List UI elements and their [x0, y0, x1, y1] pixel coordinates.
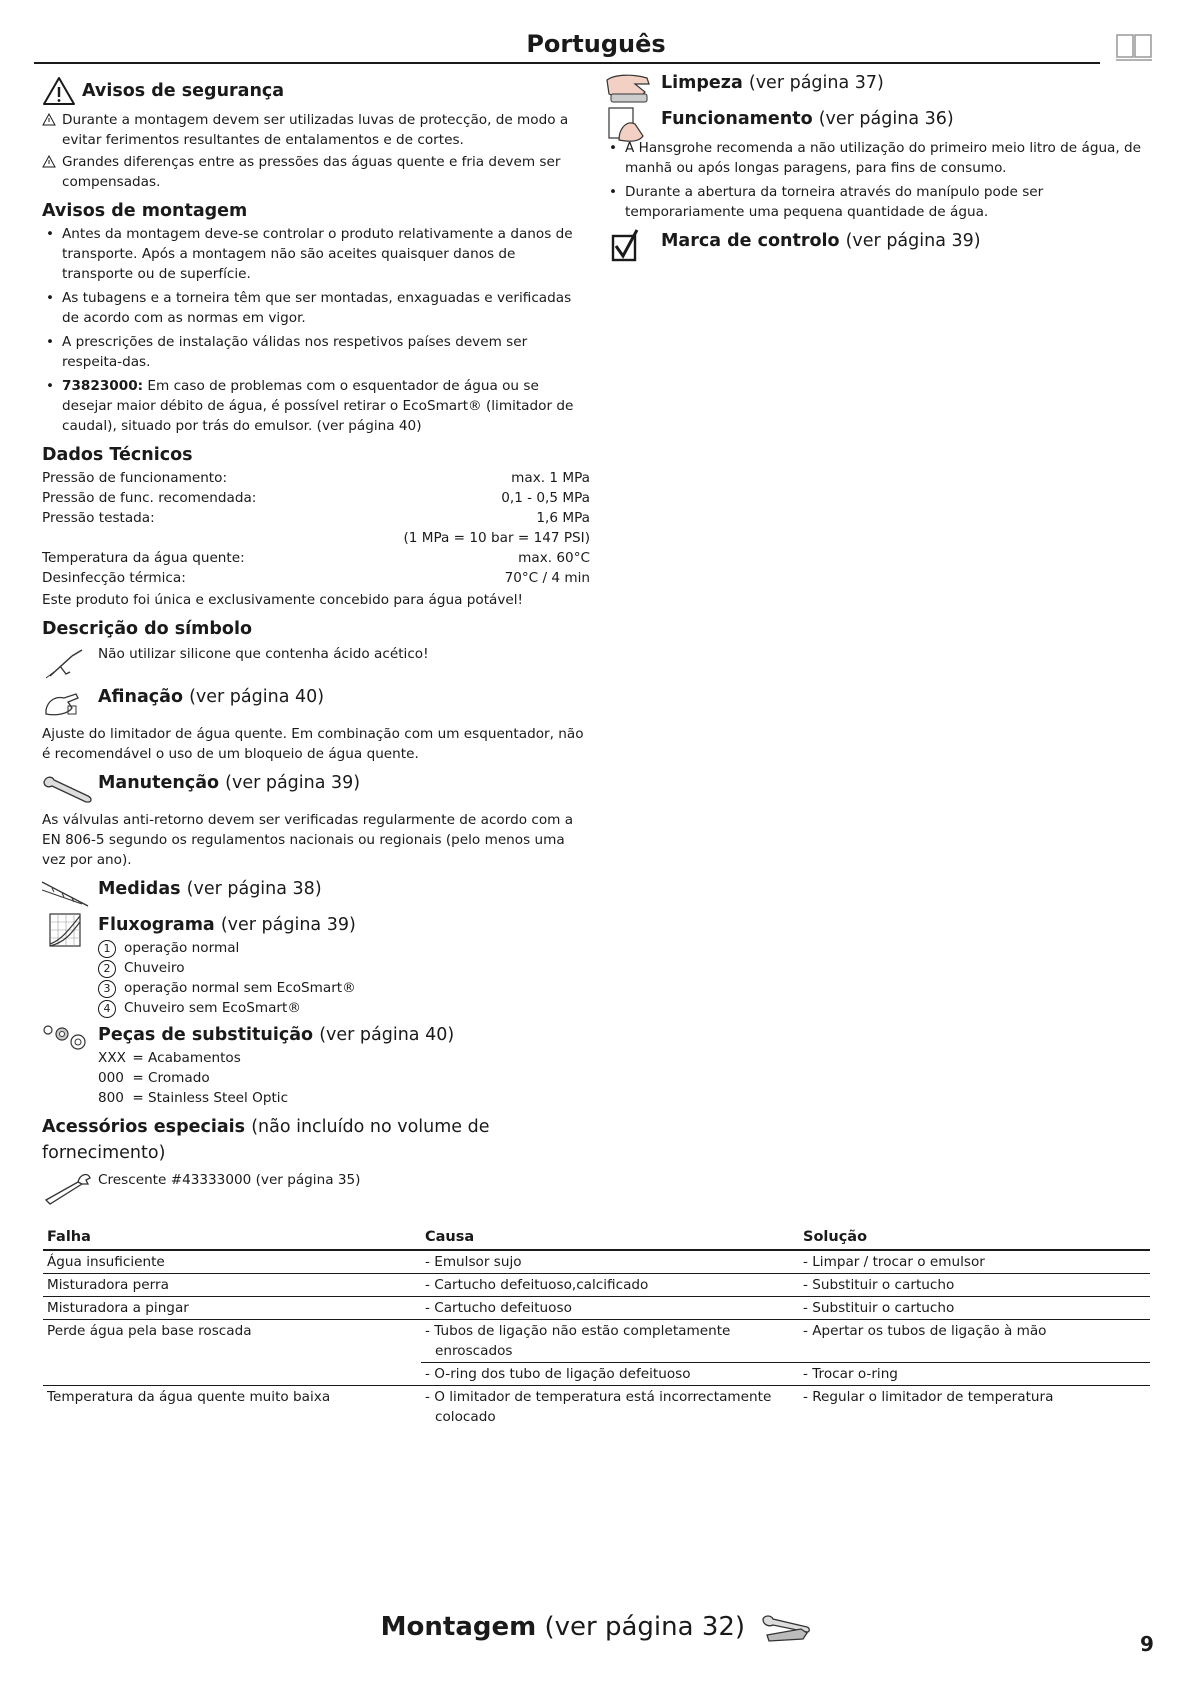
list-item: • Antes da montagem deve-se controlar o produto relativamente a danos de transporte. Após a montagem não são aceites quaisquer danos de transporte ou de superfície. [42, 224, 590, 284]
title-rule [34, 62, 1100, 64]
spec-value: 0,1 - 0,5 MPa [501, 490, 590, 506]
table-cell [421, 1274, 799, 1297]
manutencao-ref: (ver página 39) [225, 773, 361, 793]
spec-label: Desinfecção térmica: [42, 570, 186, 586]
column-header: Falha [43, 1225, 421, 1250]
table-cell: Misturadora a pingar [43, 1297, 421, 1320]
table-row [43, 1320, 1150, 1363]
safety-item [42, 110, 590, 150]
marca-title [661, 228, 1155, 254]
symbols-title: Descrição do símbolo [42, 619, 252, 639]
medidas-ref: (ver página 38) [186, 879, 322, 899]
table-row [43, 1297, 1150, 1320]
table-header-row [43, 1225, 1150, 1250]
safety-text: Durante a montagem devem ser utilizadas luvas de protecção, de modo a evitar ferimentos resultantes de entalamentos e de cortes. [62, 112, 569, 148]
warning-icon [42, 113, 56, 126]
spec-value: max. 60°C [518, 550, 590, 566]
acessorios-ref: (não incluído no volume de fornecimento) [42, 1117, 490, 1163]
right-column [605, 70, 1155, 264]
table-cell [421, 1363, 799, 1386]
adjustment-hand-icon [42, 684, 98, 720]
limpeza-ref: (ver página 37) [748, 73, 884, 93]
list-item-text: Em caso de problemas com o esquentador de água ou se desejar maior débito de água, é possível retirar o EcoSmart® (limitador de caudal), situado por trás do emulsor. (ver página 40) [62, 378, 574, 434]
acessorios-title [42, 1114, 590, 1166]
wrench-icon [42, 770, 98, 806]
list-item: 800 = Stainless Steel Optic [98, 1090, 289, 1106]
afinacao-text: Ajuste do limitador de água quente. Em combinação com um esquentador, não é recomendável o uso de um bloqueio de água quente. [42, 726, 584, 762]
item-text: Chuveiro sem EcoSmart® [124, 1000, 301, 1016]
manutencao-label: Manutenção [98, 773, 220, 793]
flowchart-icon [42, 912, 98, 948]
cell-text: - O-ring dos tubo de ligação defeituoso [425, 1366, 691, 1382]
item-number: 2 [98, 960, 116, 978]
warning-icon [42, 155, 56, 168]
limpeza-title [661, 70, 1155, 96]
table-cell: Perde água pela base roscada [47, 1323, 252, 1339]
spare-parts-icon [42, 1022, 98, 1058]
checkmark-icon [605, 228, 661, 264]
item-number: 3 [98, 980, 116, 998]
tech-note: Este produto foi única e exclusivamente concebido para água potável! [42, 592, 523, 608]
acessorios-label: Acessórios especiais [42, 1117, 246, 1137]
table-cell: Misturadora perra [43, 1274, 421, 1297]
cell-text: - Emulsor sujo [425, 1254, 522, 1270]
ruler-icon [42, 876, 98, 912]
assembly-notes-title: Avisos de montagem [42, 201, 248, 221]
list-item [98, 998, 590, 1018]
page-title: Português [526, 30, 666, 58]
spec-row [42, 488, 590, 508]
list-item [98, 938, 590, 958]
spec-label: Pressão de funcionamento: [42, 470, 228, 486]
item-text: operação normal sem EcoSmart® [124, 980, 356, 996]
acessorios-item: Crescente #43333000 (ver página 35) [98, 1172, 361, 1188]
montagem-ref: (ver página 32) [544, 1612, 746, 1642]
table-cell: - Limpar / trocar o emulsor [799, 1250, 1150, 1274]
adjustable-wrench-icon [42, 1170, 98, 1206]
limpeza-label: Limpeza [661, 73, 743, 93]
funcionamento-title [661, 106, 1155, 132]
safety-title: Avisos de segurança [82, 81, 285, 101]
pecas-title [98, 1022, 590, 1048]
safety-item [42, 152, 590, 192]
table-row [43, 1274, 1150, 1297]
table-cell [43, 1363, 421, 1386]
table-cell [421, 1386, 799, 1429]
cell-text: - Cartucho defeituoso,calcificado [425, 1277, 649, 1293]
table-row [43, 1386, 1150, 1429]
page-number: 9 [1140, 1632, 1154, 1656]
marca-label: Marca de controlo [661, 231, 840, 251]
manutencao-title [98, 770, 590, 796]
silicone-gun-icon [42, 644, 98, 680]
part-text: Cromado [148, 1070, 210, 1086]
table-cell [421, 1320, 799, 1363]
marca-ref: (ver página 39) [845, 231, 981, 251]
item-number: 1 [98, 940, 116, 958]
spec-row [42, 548, 590, 568]
list-item [42, 376, 590, 436]
table-cell: Água insuficiente [43, 1250, 421, 1274]
part-text: Stainless Steel Optic [148, 1090, 289, 1106]
item-number: 4 [98, 1000, 116, 1018]
tools-icon [761, 1613, 811, 1643]
table-row [43, 1363, 1150, 1386]
list-item: 000 = Cromado [98, 1070, 210, 1086]
list-item: XXX = Acabamentos [98, 1050, 241, 1066]
montagem-label: Montagem [380, 1612, 537, 1642]
part-code: 800 [98, 1090, 124, 1106]
cell-text: - Tubos de ligação não estão completamente enroscados [425, 1323, 731, 1359]
table-cell: - Apertar os tubos de ligação à mão [799, 1320, 1150, 1363]
fluxograma-label: Fluxograma [98, 915, 215, 935]
list-item: • Durante a abertura da torneira através do manípulo pode ser temporariamente uma pequena quantidade de água. [605, 182, 1155, 222]
spec-row [42, 468, 590, 488]
spec-row [42, 528, 590, 548]
safety-heading [42, 74, 590, 108]
list-item [98, 978, 590, 998]
medidas-title [98, 876, 590, 902]
column-header: Causa [421, 1225, 799, 1250]
tech-title: Dados Técnicos [42, 445, 193, 465]
table-cell [421, 1297, 799, 1320]
table-cell: - Substituir o cartucho [799, 1297, 1150, 1320]
funcionamento-label: Funcionamento [661, 109, 813, 129]
manutencao-text: As válvulas anti-retorno devem ser verificadas regularmente de acordo com a EN 806-5 segundo os regulamentos nacionais ou regionais (pelo menos uma vez por ano). [42, 812, 574, 868]
list-item [98, 958, 590, 978]
warning-icon [42, 76, 76, 106]
fluxograma-ref: (ver página 39) [220, 915, 356, 935]
pecas-ref: (ver página 40) [319, 1025, 455, 1045]
spec-label: Pressão de func. recomendada: [42, 490, 257, 506]
part-text: Acabamentos [148, 1050, 241, 1066]
fluxograma-title [98, 912, 590, 938]
table-cell: - Trocar o-ring [799, 1363, 1150, 1386]
table-cell: - Regular o limitador de temperatura [803, 1389, 1054, 1405]
spec-value: 1,6 MPa [536, 510, 590, 526]
operation-hand-icon [605, 106, 661, 142]
item-text: Chuveiro [124, 960, 185, 976]
part-code: 000 [98, 1070, 124, 1086]
cell-text: - Cartucho defeituoso [425, 1300, 572, 1316]
afinacao-ref: (ver página 40) [189, 687, 325, 707]
spec-value: 70°C / 4 min [504, 570, 590, 586]
list-item: • A Hansgrohe recomenda a não utilização do primeiro meio litro de água, de manhã ou após longas paragens, para fins de consumo. [605, 138, 1155, 178]
table-cell [421, 1250, 799, 1274]
afinacao-label: Afinação [98, 687, 183, 707]
column-header: Solução [799, 1225, 1150, 1250]
spec-value: (1 MPa = 10 bar = 147 PSI) [403, 530, 590, 546]
table-cell: - Substituir o cartucho [799, 1274, 1150, 1297]
footer-montagem [0, 1612, 1192, 1643]
spec-value: max. 1 MPa [511, 470, 590, 486]
book-icon [1116, 34, 1152, 62]
list-item: • As tubagens e a torneira têm que ser montadas, enxaguadas e verificadas de acordo com as normas em vigor. [42, 288, 590, 328]
table-row [43, 1250, 1150, 1274]
spec-label: Temperatura da água quente: [42, 550, 245, 566]
spec-row [42, 508, 590, 528]
spec-label: Pressão testada: [42, 510, 155, 526]
medidas-label: Medidas [98, 879, 181, 899]
spec-row [42, 568, 590, 588]
part-code: XXX [98, 1050, 126, 1066]
left-column [42, 74, 590, 1206]
product-code: 73823000: [62, 378, 144, 394]
cell-text: - O limitador de temperatura está incorrectamente colocado [425, 1389, 772, 1425]
safety-text: Grandes diferenças entre as pressões das águas quente e fria devem ser compensadas. [62, 154, 561, 190]
silicone-text: Não utilizar silicone que contenha ácido acético! [98, 646, 429, 662]
pecas-label: Peças de substituição [98, 1025, 314, 1045]
funcionamento-ref: (ver página 36) [818, 109, 954, 129]
cleaning-hand-icon [605, 70, 661, 106]
item-text: operação normal [124, 940, 240, 956]
table-cell: Temperatura da água quente muito baixa [47, 1389, 331, 1405]
afinacao-title [98, 684, 590, 710]
list-item: • A prescrições de instalação válidas nos respetivos países devem ser respeita-das. [42, 332, 590, 372]
troubleshooting-table [43, 1225, 1150, 1428]
